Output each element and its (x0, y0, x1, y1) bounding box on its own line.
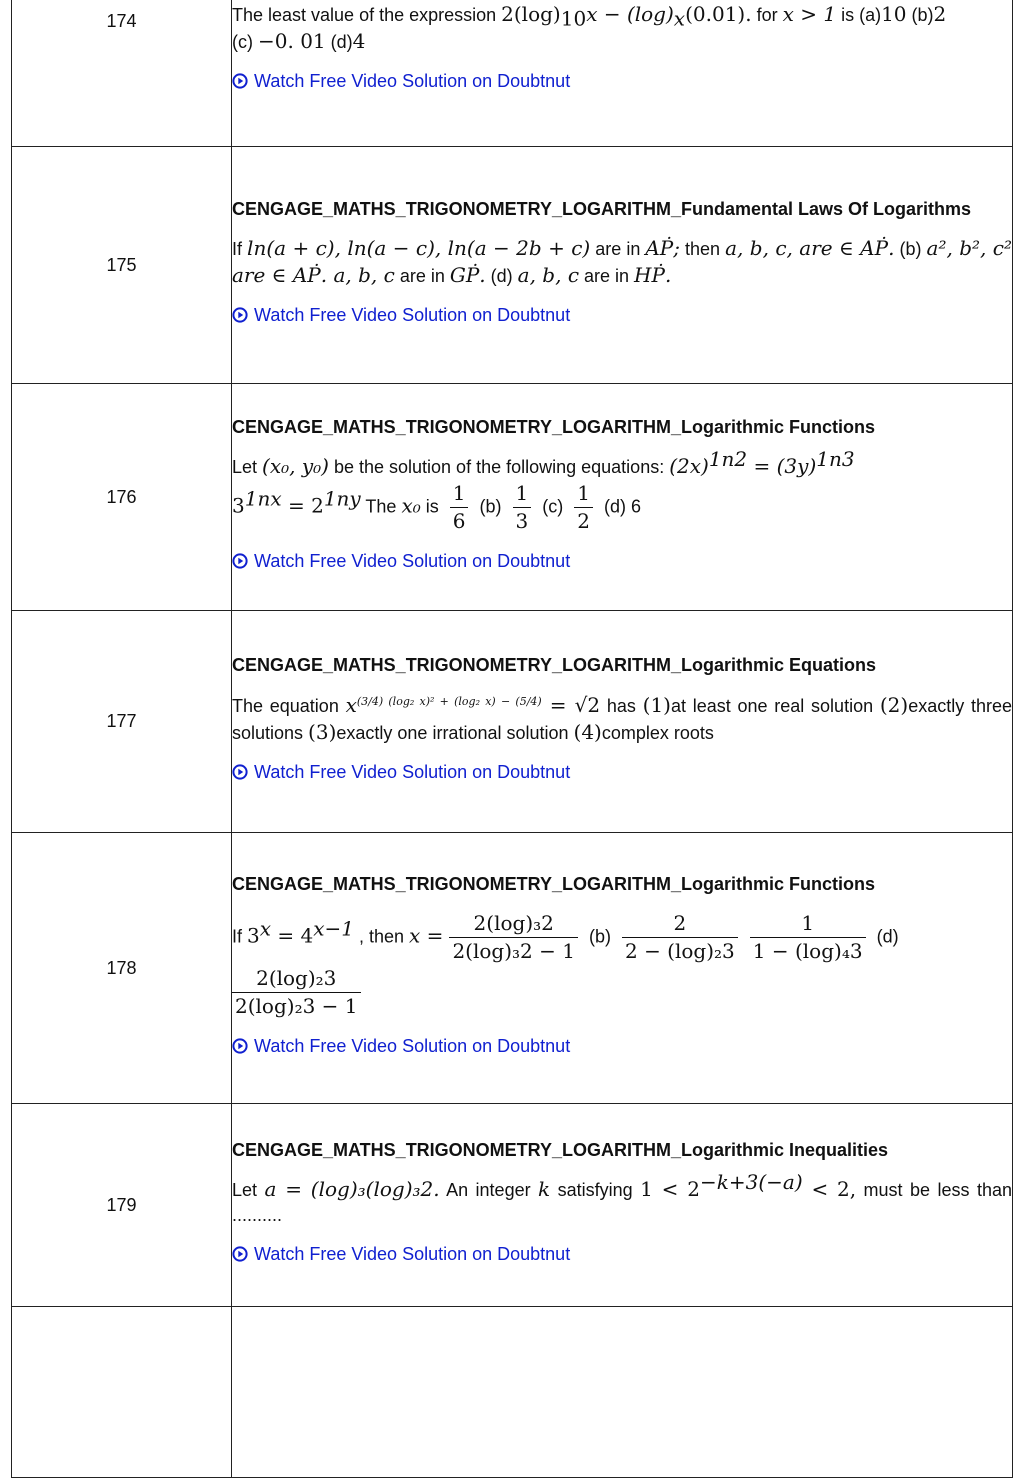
watch-video-label: Watch Free Video Solution on Doubtnut (254, 1036, 571, 1056)
question-text (232, 447, 1012, 535)
question-text-part: An integer (439, 1180, 539, 1201)
fraction-denominator: 3 (515, 509, 529, 533)
fraction-numerator: 2(log)₂3 (232, 965, 361, 993)
watch-video-link[interactable] (232, 1034, 570, 1058)
fraction-denominator: 6 (452, 509, 466, 533)
fraction-denominator: 2 (577, 509, 590, 533)
watch-video-link[interactable] (232, 1242, 570, 1266)
question-text-part: (d) 6 (598, 496, 641, 517)
chapter-heading: CENGAGE_MATHS_TRIGONOMETRY_LOGARITHM_Fundamental Laws Of Logarithms (232, 198, 972, 219)
question-text-part: are in (579, 266, 635, 286)
questions-table (11, 0, 1013, 1478)
question-text-part: (b) (474, 496, 507, 517)
question-number (12, 1307, 232, 1478)
fraction (232, 965, 361, 1020)
chapter-heading: CENGAGE_MATHS_TRIGONOMETRY_LOGARITHM_Logarithmic Functions (232, 416, 876, 437)
fraction-denominator: 2 − (log)₂3 (624, 939, 735, 963)
question-number: 179 (12, 1104, 232, 1307)
fraction-numerator: 1 (450, 480, 469, 508)
question-text-part: exactly three solutions (232, 695, 1012, 743)
question-text-part: (d) (485, 266, 518, 286)
question-text-part: (d) (871, 926, 899, 947)
question-text (232, 1170, 1012, 1227)
math-expression: x − (log) (586, 2, 674, 26)
question-cell (232, 0, 1013, 147)
math-expression: (2x) (669, 454, 709, 478)
math-superscript: (3/4) (log₂ x)² + (log₂ x) − (5/4) (356, 694, 542, 708)
question-text-part: has (600, 695, 643, 716)
math-superscript: 1nx (244, 486, 282, 511)
question-text-part: The equation (232, 695, 346, 716)
math-superscript: 1n2 (708, 447, 748, 471)
math-subscript: 10 (560, 6, 587, 31)
math-subscript: x (673, 6, 686, 31)
math-expression: 1 < 2 (640, 1177, 700, 1202)
question-text-part: must be less than .......... (232, 1180, 1012, 1226)
question-text-part: are in (394, 266, 450, 286)
math-expression: (x₀, y₀) (262, 454, 329, 478)
table-row (12, 1104, 1013, 1307)
math-expression: 3 (247, 923, 260, 948)
math-expression: < 2, (802, 1177, 857, 1202)
math-expression: x = (409, 923, 444, 948)
fraction-numerator: 1 (513, 480, 532, 508)
fraction-denominator: 2(log)₂3 − 1 (235, 994, 358, 1018)
table-row (12, 0, 1013, 147)
question-text-part: If (232, 239, 248, 259)
question-number: 178 (12, 833, 232, 1104)
question-text-part: Let (232, 1180, 265, 1201)
fraction-denominator: 2(log)₃2 − 1 (452, 939, 575, 963)
table-row (12, 611, 1013, 833)
math-expression: HṖ. (634, 263, 672, 287)
question-number: 174 (12, 0, 232, 147)
math-superscript: 1n3 (816, 447, 855, 471)
question-text-part: is (a) (836, 5, 882, 25)
math-superscript: −k+3(−a) (699, 1170, 803, 1195)
fraction-numerator: 1 (750, 910, 866, 938)
fraction (574, 480, 593, 535)
play-circle-icon (232, 553, 248, 569)
table-row (12, 833, 1013, 1104)
question-text-part: at least one real solution (671, 695, 880, 716)
math-expression: (3) (308, 719, 337, 744)
fraction (450, 480, 469, 535)
table-row (12, 147, 1013, 384)
math-expression: −0. 01 (258, 29, 326, 53)
question-cell (232, 1307, 1013, 1478)
question-text-part: (d) (325, 32, 353, 52)
math-superscript: x (259, 916, 272, 941)
question-text-part: Let (232, 457, 263, 477)
math-expression: = (3y) (747, 454, 817, 478)
math-expression: (0.01). (685, 2, 752, 26)
chapter-heading: CENGAGE_MATHS_TRIGONOMETRY_LOGARITHM_Logarithmic Inequalities (232, 1140, 889, 1161)
math-expression: AṖ; (645, 236, 680, 260)
math-expression: = √2 (541, 692, 601, 717)
fraction-numerator: 1 (574, 480, 593, 508)
question-text-part: The (360, 496, 402, 517)
play-circle-icon (232, 1038, 248, 1054)
question-cell (232, 147, 1013, 384)
math-expression: k (538, 1177, 551, 1202)
question-text-part: (b) (906, 5, 934, 25)
question-text-part: satisfying (550, 1180, 641, 1201)
question-text-part: complex roots (601, 722, 714, 743)
math-expression: = 4 (271, 923, 314, 948)
question-number: 175 (12, 147, 232, 384)
question-cell (232, 833, 1013, 1104)
fraction-numerator: 2(log)₃2 (449, 910, 578, 938)
math-expression: x (345, 692, 357, 717)
question-text-part: The least value of the expression (232, 5, 502, 25)
question-text (232, 692, 1012, 746)
table-row (12, 384, 1013, 611)
question-text-part: exactly one irrational solution (336, 722, 574, 743)
math-expression: 2 (933, 2, 947, 26)
math-expression: 3 (232, 493, 245, 518)
math-expression: 2(log) (501, 2, 561, 26)
question-text-part: (b) (583, 926, 616, 947)
fraction-numerator: 2 (622, 910, 738, 938)
play-circle-icon (232, 1246, 248, 1262)
play-circle-icon (232, 307, 248, 323)
question-text (232, 910, 1012, 1020)
math-expression: GṖ. (449, 263, 486, 287)
fraction (622, 910, 738, 965)
math-expression: a, b, c, are ∈ AṖ. (725, 236, 895, 260)
math-expression: (4) (573, 719, 602, 744)
watch-video-link[interactable] (232, 549, 570, 573)
math-expression: (1) (642, 692, 671, 717)
math-superscript: x−1 (313, 916, 354, 941)
play-circle-icon (232, 73, 248, 89)
question-text-part: , then (354, 926, 410, 947)
watch-video-label: Watch Free Video Solution on Doubtnut (254, 305, 571, 325)
watch-video-link[interactable] (232, 760, 570, 784)
math-expression: a, b, c (517, 263, 580, 287)
question-text-part: If (232, 926, 248, 947)
fraction (513, 480, 532, 535)
math-expression: 4 (352, 29, 366, 53)
question-cell (232, 611, 1013, 833)
question-text (232, 1, 1012, 55)
question-text-part: (b) (894, 239, 927, 259)
question-cell (232, 384, 1013, 611)
math-expression: x₀ (401, 493, 421, 518)
question-text-part: is (420, 496, 444, 517)
chapter-heading: CENGAGE_MATHS_TRIGONOMETRY_LOGARITHM_Logarithmic Equations (232, 655, 877, 676)
question-text-part: are in (590, 239, 646, 259)
math-expression: x > 1 (782, 2, 837, 26)
math-expression: (2) (879, 692, 909, 717)
fraction-denominator: 1 − (log)₄3 (752, 939, 863, 963)
fraction (750, 910, 866, 965)
question-number: 176 (12, 384, 232, 611)
watch-video-link[interactable] (232, 303, 570, 327)
watch-video-label: Watch Free Video Solution on Doubtnut (254, 1243, 571, 1264)
question-number: 177 (12, 611, 232, 833)
question-cell (232, 1104, 1013, 1307)
watch-video-label: Watch Free Video Solution on Doubtnut (254, 71, 571, 91)
question-text-part: for (751, 5, 783, 25)
watch-video-link[interactable] (232, 69, 570, 93)
fraction (449, 910, 578, 965)
math-expression: ln(a + c), ln(a − c), ln(a − 2b + c) (247, 236, 591, 260)
math-expression: a², b², c² are ∈ AṖ. a, b, c (232, 236, 1012, 287)
math-expression: a = (log)₃(log)₃2. (264, 1177, 440, 1202)
question-text-part: (c) (537, 496, 569, 517)
math-expression: = 2 (281, 493, 324, 518)
chapter-heading: CENGAGE_MATHS_TRIGONOMETRY_LOGARITHM_Logarithmic Functions (232, 873, 876, 894)
play-circle-icon (232, 764, 248, 780)
math-superscript: 1ny (323, 486, 361, 511)
watch-video-label: Watch Free Video Solution on Doubtnut (254, 551, 571, 571)
math-expression: 10 (881, 2, 907, 26)
question-text-part: be the solution of the following equations: (328, 457, 670, 477)
question-text-part: then (680, 239, 726, 259)
table-row (12, 1307, 1013, 1478)
watch-video-label: Watch Free Video Solution on Doubtnut (254, 761, 571, 782)
question-text (232, 235, 1012, 289)
question-text-part: (c) (232, 32, 258, 52)
